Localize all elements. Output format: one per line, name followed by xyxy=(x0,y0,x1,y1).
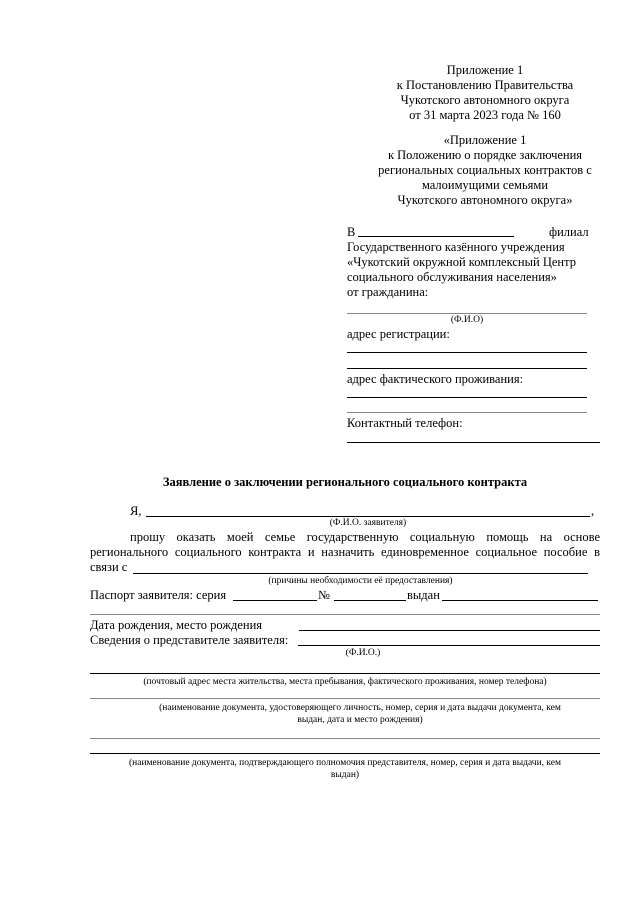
addressee-branch: филиал xyxy=(549,225,589,239)
appendix-line: Чукотского автономного округа xyxy=(400,93,570,107)
appendix2-line: региональных социальных контрактов с xyxy=(378,163,592,177)
appendix-line: к Постановлению Правительства xyxy=(396,78,574,92)
appendix2-line: Чукотского автономного округа» xyxy=(397,193,573,207)
applicant-i: Я, xyxy=(130,504,142,518)
representative-label: Сведения о представителе заявителя: xyxy=(90,633,289,647)
appendix-line: Приложение 1 xyxy=(446,63,524,77)
authority-caption: выдан) xyxy=(330,770,360,780)
passport-number-field[interactable] xyxy=(334,600,406,601)
postal-address-field[interactable] xyxy=(90,673,600,674)
issued-label: выдан xyxy=(407,588,440,602)
addressee-line: социального обслуживания населения» xyxy=(347,270,557,284)
reg-address-field[interactable] xyxy=(347,368,587,369)
phone-field[interactable] xyxy=(347,442,600,443)
appendix2-line: к Положению о порядке заключения xyxy=(387,148,583,162)
addressee-line: от гражданина: xyxy=(347,285,429,299)
appendix2-block xyxy=(360,133,610,208)
passport-label: Паспорт заявителя: серия xyxy=(90,588,227,602)
actual-address-field[interactable] xyxy=(347,412,587,413)
addressee-in: В xyxy=(347,225,356,239)
appendix-block xyxy=(370,63,600,123)
form-title: Заявление о заключении регионального социального контракта xyxy=(162,475,528,489)
birth-field[interactable] xyxy=(299,630,600,631)
branch-name-field[interactable] xyxy=(358,236,514,237)
id-document-field[interactable] xyxy=(90,698,600,699)
reg-address-label: адрес регистрации: xyxy=(347,327,450,341)
number-sign: № xyxy=(318,588,330,602)
reason-field[interactable] xyxy=(133,573,588,574)
phone-label: Контактный телефон: xyxy=(347,416,463,430)
id-caption: (наименование документа, удостоверяющего личность, номер, серия и дата выдачи документа, кем xyxy=(159,703,561,713)
addressee-line: «Чукотский окружной комплексный Центр xyxy=(347,255,576,269)
request-text-line: связи с xyxy=(90,560,128,574)
actual-address-field[interactable] xyxy=(347,397,587,398)
blank-line[interactable] xyxy=(90,614,600,615)
authority-caption: (наименование документа, подтверждающего полномочия представителя, номер, серия и дата выдачи, кем xyxy=(128,758,562,768)
passport-issued-field[interactable] xyxy=(442,600,598,601)
addressee-line: Государственного казённого учреждения xyxy=(347,240,565,254)
birth-label: Дата рождения, место рождения xyxy=(90,618,263,632)
representative-field[interactable] xyxy=(298,645,600,646)
appendix-line: от 31 марта 2023 года № 160 xyxy=(409,108,561,122)
rep-fio-caption: (Ф.И.О.) xyxy=(345,648,381,658)
reason-caption: (причины необходимости её предоставления) xyxy=(268,576,453,586)
request-text-line: прошу оказать моей семье государственную социальную помощь на основе xyxy=(130,530,600,544)
applicant-caption: (Ф.И.О. заявителя) xyxy=(329,518,407,528)
appendix2-line: «Приложение 1 xyxy=(443,133,527,147)
reg-address-field[interactable] xyxy=(347,352,587,353)
id-caption: выдан, дата и место рождения) xyxy=(297,715,423,725)
applicant-comma: , xyxy=(591,504,595,518)
passport-series-field[interactable] xyxy=(233,600,317,601)
fio-caption: (Ф.И.О) xyxy=(450,315,484,325)
postal-caption: (почтовый адрес места жительства, места пребывания, фактического проживания, номер телефона) xyxy=(143,677,547,687)
authority-document-field[interactable] xyxy=(90,753,600,754)
actual-address-label: адрес фактического проживания: xyxy=(347,372,524,386)
appendix2-line: малоимущими семьями xyxy=(421,178,549,192)
authority-document-field[interactable] xyxy=(90,738,600,739)
request-text-line: регионального социального контракта и назначить единовременное социальное пособие в xyxy=(90,545,600,559)
